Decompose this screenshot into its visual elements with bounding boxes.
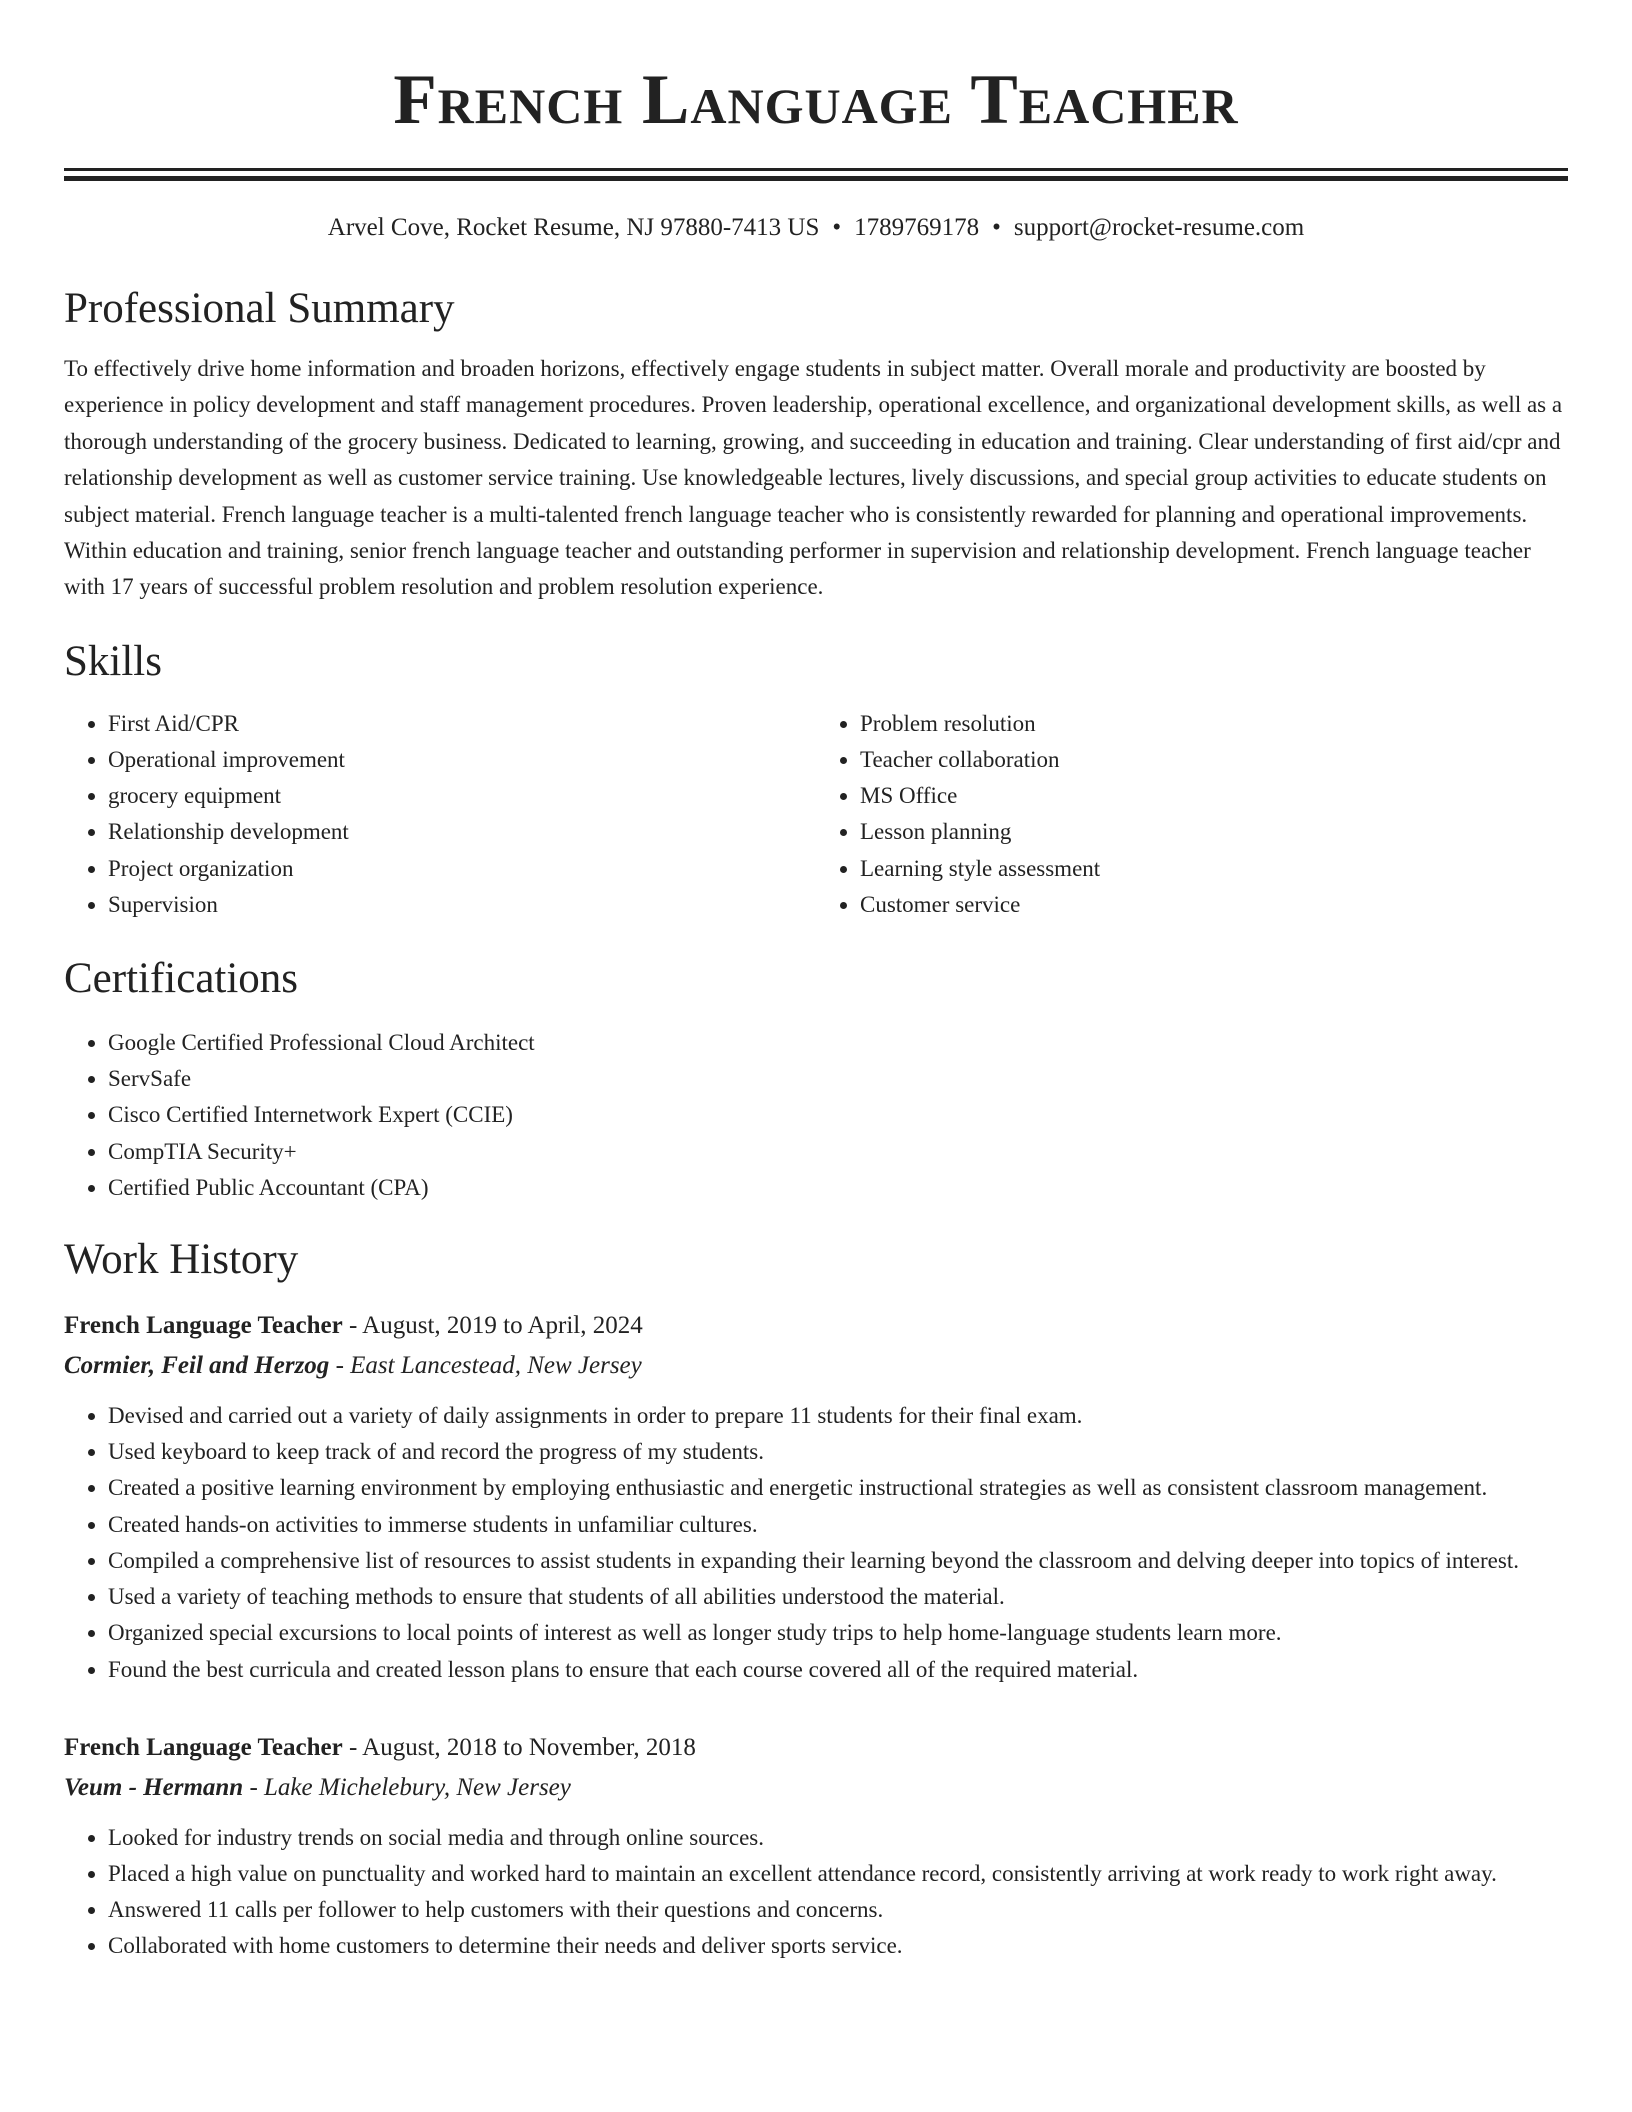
contact-email: support@rocket-resume.com <box>1013 214 1305 241</box>
contact-address: Arvel Cove, Rocket Resume, NJ 97880-7413 US <box>327 214 820 241</box>
skill-item: • Supervision <box>108 887 816 923</box>
certifications-heading: Certifications <box>64 955 299 1003</box>
job-location: - Lake Michelebury, New Jersey <box>243 1773 571 1801</box>
job-bullet: • Devised and carried out a variety of daily assignments in order to prepare 11 students for their final exam. <box>108 1398 1568 1434</box>
skill-item: • grocery equipment <box>108 778 816 814</box>
job-bullet: • Created a positive learning environment by employing enthusiastic and energetic instructional strategies as well as consistent classroom management. <box>108 1470 1568 1506</box>
summary-text: To effectively drive home information and broaden horizons, effectively engage students in subject matter. Overall morale and productivity are boosted by experience in policy development and staff management procedures. Proven leadership, operational excellence, and organizational development skills, as well as a thorough understanding of the grocery business. Dedicated to learning, growing, and succeeding in education and training. Clear understanding of first aid/cpr and relationship development as well as customer service training. Use knowledgeable lectures, lively discussions, and special group activities to educate students on subject material. French language teacher is a multi-talented french language teacher who is consistently rewarded for planning and operational improvements. Within education and training, senior french language teacher and outstanding performer in supervision and relationship development. French language teacher with 17 years of successful problem resolution and problem resolution experience. <box>64 356 1563 600</box>
skill-item: • Learning style assessment <box>860 851 1568 887</box>
contact-separator: • <box>832 214 842 241</box>
skill-item: • Project organization <box>108 851 816 887</box>
job-bullet: • Created hands-on activities to immerse students in unfamiliar cultures. <box>108 1507 1568 1543</box>
job-bullet: • Answered 11 calls per follower to help customers with their questions and concerns. <box>108 1892 1568 1928</box>
job-dates: - August, 2019 to April, 2024 <box>342 1312 643 1340</box>
skill-item: • Teacher collaboration <box>860 742 1568 778</box>
job-title: French Language Teacher <box>64 1312 343 1340</box>
certifications-list <box>64 1025 1568 1206</box>
summary-heading: Professional Summary <box>64 285 455 332</box>
job-entry <box>64 1306 1568 1688</box>
job-bullet: • Collaborated with home customers to determine their needs and deliver sports service. <box>108 1928 1568 1964</box>
job-dates: - August, 2018 to November, 2018 <box>342 1733 696 1761</box>
job-company: Veum - Hermann <box>64 1773 244 1801</box>
job-bullet: • Organized special excursions to local points of interest as well as longer study trips to help home-language students learn more. <box>108 1615 1568 1651</box>
work-history-heading: Work History <box>64 1236 299 1284</box>
skills-section <box>64 706 1568 923</box>
skill-item: • Relationship development <box>108 814 816 850</box>
job-bullet: • Used keyboard to keep track of and record the progress of my students. <box>108 1434 1568 1470</box>
job-bullet: • Used a variety of teaching methods to ensure that students of all abilities understood the material. <box>108 1579 1568 1615</box>
header-divider <box>64 168 1568 181</box>
certification-item: • Cisco Certified Internetwork Expert (CCIE) <box>108 1097 1568 1133</box>
skill-item: • Problem resolution <box>860 706 1568 742</box>
certification-item: • CompTIA Security+ <box>108 1134 1568 1170</box>
skills-right-column <box>816 706 1568 923</box>
job-title-line <box>64 1306 1568 1346</box>
job-company-line <box>64 1346 1568 1386</box>
certification-item: • Google Certified Professional Cloud Architect <box>108 1025 1568 1061</box>
contact-separator: • <box>992 214 1001 241</box>
job-company: Cormier, Feil and Herzog <box>64 1352 330 1380</box>
job-company-line <box>64 1768 1568 1808</box>
job-bullets <box>64 1398 1568 1688</box>
skill-item: • Operational improvement <box>108 742 816 778</box>
job-entry <box>64 1728 1568 1965</box>
skill-item: • First Aid/CPR <box>108 706 816 742</box>
skills-left-column <box>64 706 816 923</box>
job-bullet: • Placed a high value on punctuality and worked hard to maintain an excellent attendance record, consistently arriving at work ready to work right away. <box>108 1856 1568 1892</box>
certification-item: • ServSafe <box>108 1061 1568 1097</box>
skill-item: • Customer service <box>860 887 1568 923</box>
skills-heading: Skills <box>64 637 162 685</box>
skill-item: • Lesson planning <box>860 814 1568 850</box>
resume-name: French Language Teacher <box>393 61 1239 139</box>
job-title-line <box>64 1728 1568 1768</box>
job-bullet: • Found the best curricula and created lesson plans to ensure that each course covered all of the required material. <box>108 1652 1568 1688</box>
job-bullet: • Compiled a comprehensive list of resources to assist students in expanding their learning beyond the classroom and delving deeper into topics of interest. <box>108 1543 1568 1579</box>
job-bullets <box>64 1820 1568 1965</box>
skill-item: • MS Office <box>860 778 1568 814</box>
job-title: French Language Teacher <box>64 1733 343 1761</box>
contact-phone: 1789769178 <box>854 214 980 241</box>
certification-item: • Certified Public Accountant (CPA) <box>108 1170 1568 1206</box>
job-bullet: • Looked for industry trends on social media and through online sources. <box>108 1820 1568 1856</box>
contact-line <box>64 213 1568 243</box>
job-location: - East Lancestead, New Jersey <box>329 1352 642 1380</box>
